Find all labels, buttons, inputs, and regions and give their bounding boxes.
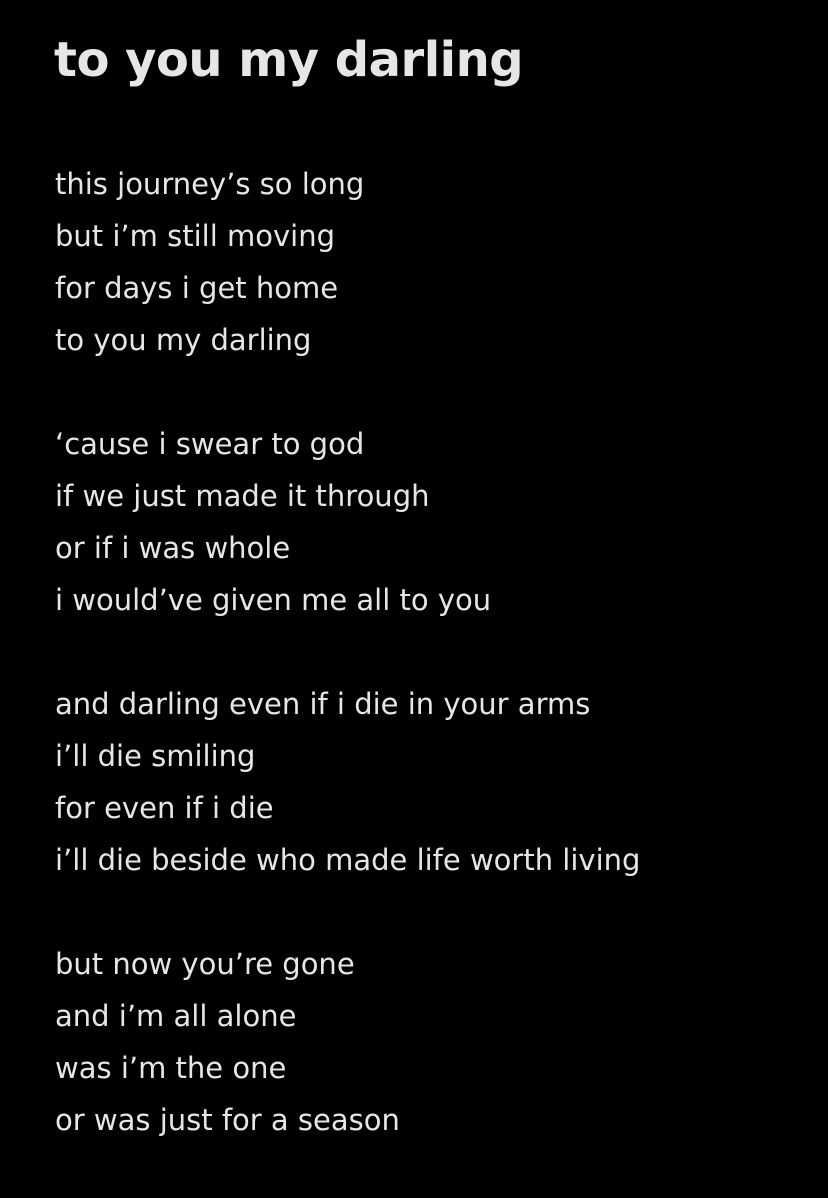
poem-line: this journey’s so long [55,167,365,201]
poem-line: i would’ve given me all to you [55,583,492,617]
stanza-2 [55,418,815,626]
poem-title: to you my darling [54,32,524,88]
stanza-4 [55,938,815,1146]
poem-line: for even if i die [55,791,274,825]
poem-line: but i’m still moving [55,219,335,253]
poem-line: if we just made it through [55,479,430,513]
poem-line: and i’m all alone [55,999,297,1033]
poem-line: and darling even if i die in your arms [55,687,591,721]
stanza-1 [55,158,815,366]
poem-line: i’ll die beside who made life worth living [55,843,641,877]
poem-line: was i’m the one [55,1051,287,1085]
poem-line: or was just for a season [55,1103,400,1137]
poem-line: ‘cause i swear to god [55,427,365,461]
poem-line: i’ll die smiling [55,739,256,773]
poem-line: for days i get home [55,271,339,305]
poem-line: or if i was whole [55,531,291,565]
poem-line: to you my darling [55,323,312,357]
stanza-3 [55,678,815,886]
poem-line: but now you’re gone [55,947,355,981]
poem-body [55,158,815,1198]
